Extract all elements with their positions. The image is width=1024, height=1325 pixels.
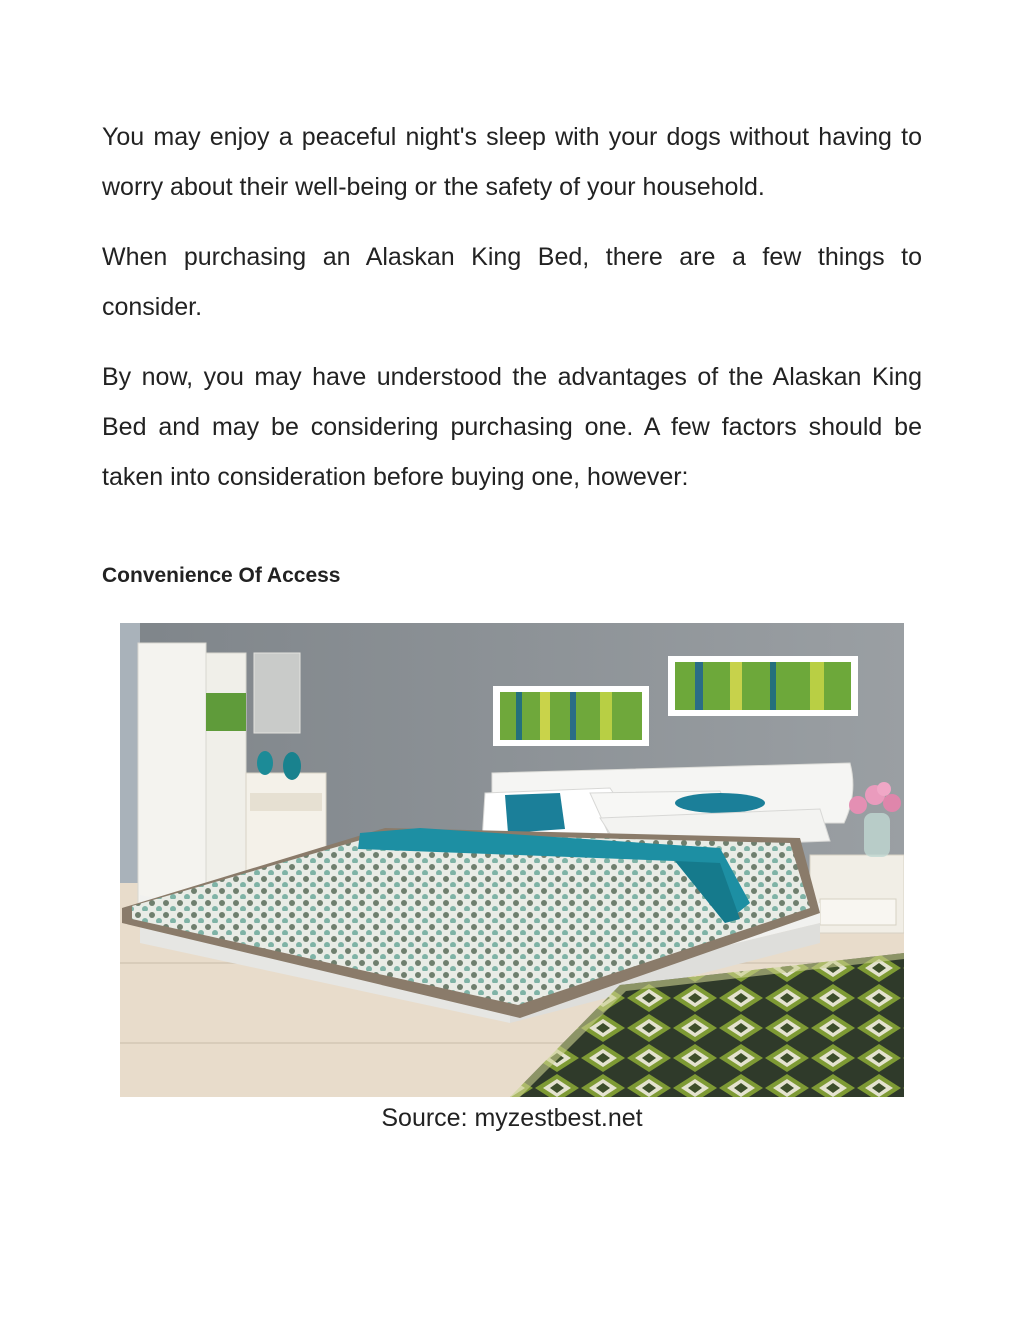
paragraph-3: By now, you may have understood the advantages of the Alaskan King Bed and may be considering purchasing one. A few factors should be taken into consideration before buying one, however: [102,363,922,491]
image-caption: Source: myzestbest.net [381,1104,643,1132]
section-heading: Convenience Of Access [102,564,341,587]
paragraph-2: When purchasing an Alaskan King Bed, there are a few things to consider. [102,243,922,321]
document-body [102,112,922,522]
bedroom-photo [120,623,904,1097]
paragraph-1: You may enjoy a peaceful night's sleep with your dogs without having to worry about their well-being or the safety of your household. [102,123,922,201]
